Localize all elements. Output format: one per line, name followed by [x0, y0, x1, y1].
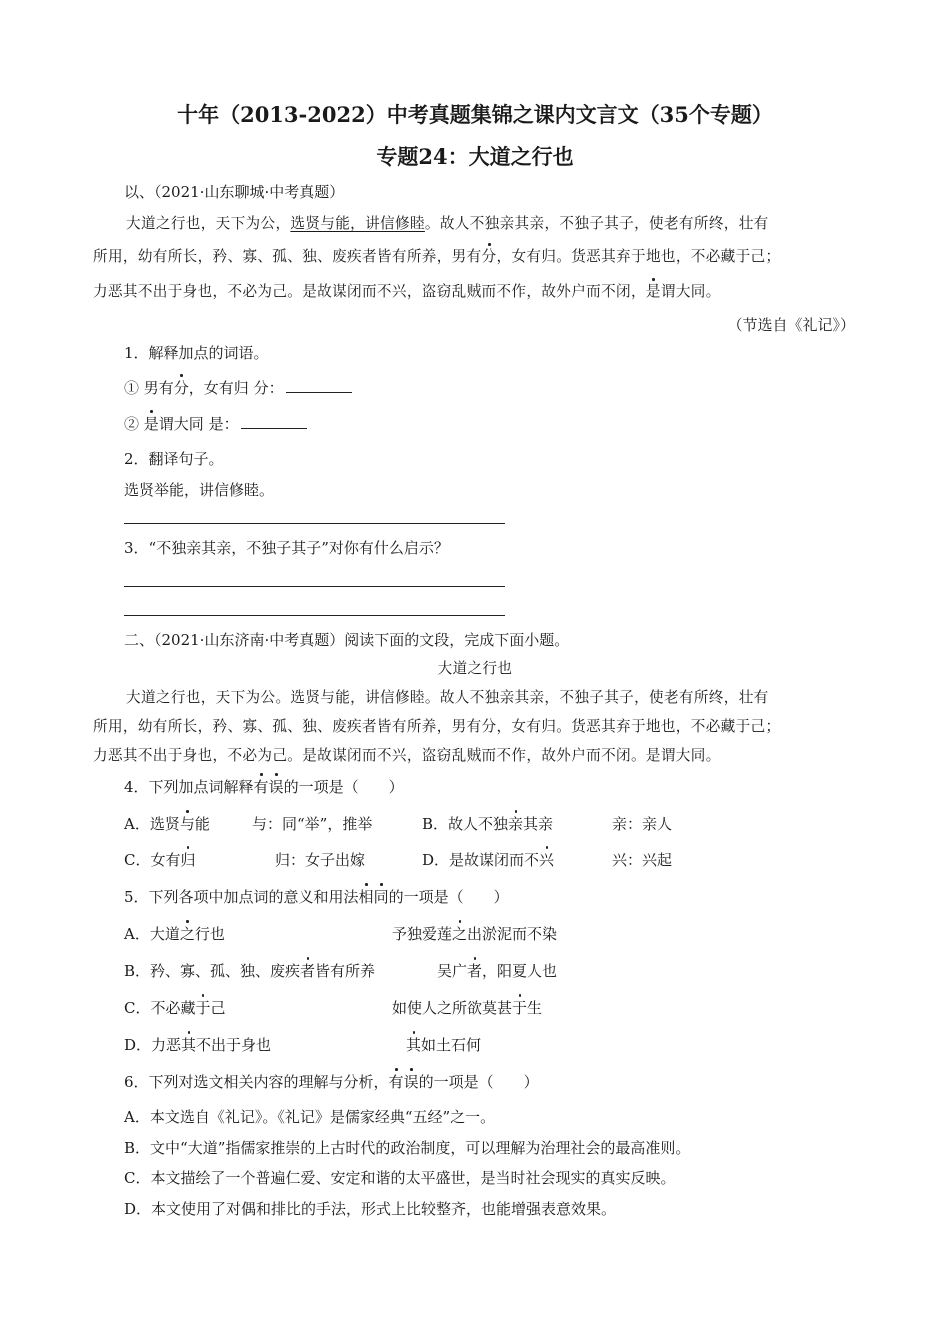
q6-option-c[interactable]: C．本文描绘了一个普遍仁爱、安定和谐的太平盛世，是当时社会现实的真实反映。: [124, 1169, 676, 1187]
answer-blank[interactable]: [286, 380, 352, 393]
q4-option-d[interactable]: D．是故谋闭而不兴: [422, 851, 555, 869]
q4-option-c[interactable]: C．女有归: [124, 851, 196, 869]
answer-line[interactable]: [124, 615, 505, 616]
q4-option-b-expl: 亲：亲人: [612, 815, 673, 833]
q5-option-b[interactable]: B．矜、寡、孤、独、废疾者皆有所养: [124, 962, 376, 980]
question-5: 5．下列各项中加点词的意义和用法相同的一项是（ ）: [124, 888, 509, 906]
q5-option-c[interactable]: C．不必藏于己: [124, 999, 226, 1017]
passage1-line2: 所用，幼有所长，矜、寡、孤、独、废疾者皆有所养，男有分，女有归。货恶其弃于地也，不必藏于己；: [93, 248, 781, 265]
answer-blank[interactable]: [241, 416, 307, 429]
q4-option-c-expl: 归：女子出嫁: [275, 851, 366, 869]
passage1-source: （节选自《礼记》）: [727, 316, 855, 334]
question-1: 1．解释加点的词语。: [124, 344, 269, 362]
dotted-word: 是: [645, 283, 661, 300]
passage2-line2: 所用，幼有所长，矜、寡、孤、独、废疾者皆有所养，男有分，女有归。货恶其弃于地也，不必藏于己；: [93, 718, 781, 735]
q6-option-a[interactable]: A．本文选自《礼记》。《礼记》是儒家经典“五经”之一。: [124, 1108, 496, 1126]
answer-line[interactable]: [124, 523, 505, 524]
q5-option-c-compare: 如使人之所欲莫甚于生: [392, 999, 543, 1017]
question-1-item-2: ② 是谓大同 是：: [124, 416, 307, 432]
q5-option-a[interactable]: A．大道之行也: [124, 925, 225, 943]
passage2-line3: 力恶其不出于身也，不必为己。是故谋闭而不兴，盗窃乱贼而不作，故外户而不闭。是谓大同。: [93, 747, 721, 764]
q5-option-d[interactable]: D．力恶其不出于身也: [124, 1036, 272, 1054]
q4-option-d-expl: 兴：兴起: [612, 851, 673, 869]
passage1-line3: 力恶其不出于身也，不必为己。是故谋闭而不兴，盗窃乱贼而不作，故外户而不闭，是谓大同。: [93, 283, 721, 300]
q4-option-b[interactable]: B．故人不独亲其亲: [422, 815, 554, 833]
passage2-line1: 大道之行也，天下为公。选贤与能，讲信修睦。故人不独亲其亲，不独子其子，使老有所终，壮有: [126, 689, 769, 706]
question-1-item-1: ① 男有分，女有归 分：: [124, 380, 352, 396]
answer-line[interactable]: [124, 586, 505, 587]
question-6: 6．下列对选文相关内容的理解与分析，有误的一项是（ ）: [124, 1073, 539, 1091]
question-2: 2．翻译句子。: [124, 450, 224, 468]
page-subtitle: 专题24：大道之行也: [376, 144, 574, 169]
dotted-word: 分: [481, 248, 497, 265]
section1-label: 以、（2021·山东聊城·中考真题）: [124, 183, 345, 201]
q5-option-b-compare: 吴广者，阳夏人也: [437, 962, 558, 980]
question-2-text: 选贤举能，讲信修睦。: [124, 481, 275, 499]
underlined-phrase: 选贤与能，讲信修睦: [290, 215, 425, 232]
question-4: 4．下列加点词解释有误的一项是（ ）: [124, 778, 404, 796]
q5-option-d-compare: 其如土石何: [406, 1036, 482, 1054]
question-3: 3．“不独亲其亲，不独子其子”对你有什么启示？: [124, 539, 449, 557]
page-title: 十年（2013-2022）中考真题集锦之课内文言文（35个专题）: [177, 102, 773, 127]
q4-option-a[interactable]: A．选贤与能: [124, 815, 210, 833]
q6-option-b[interactable]: B．文中“大道”指儒家推崇的上古时代的政治制度，可以理解为治理社会的最高准则。: [124, 1139, 691, 1157]
q5-option-a-compare: 予独爱莲之出淤泥而不染: [392, 925, 558, 943]
q6-option-d[interactable]: D．本文使用了对偶和排比的手法，形式上比较整齐，也能增强表意效果。: [124, 1200, 617, 1218]
q4-option-a-expl: 与：同“举”，推举: [252, 815, 373, 833]
passage2-title: 大道之行也: [437, 660, 513, 677]
section2-label: 二、（2021·山东济南·中考真题）阅读下面的文段，完成下面小题。: [124, 631, 570, 649]
passage1-line1: 大道之行也，天下为公，选贤与能，讲信修睦。故人不独亲其亲，不独子其子，使老有所终，壮有: [126, 215, 769, 232]
